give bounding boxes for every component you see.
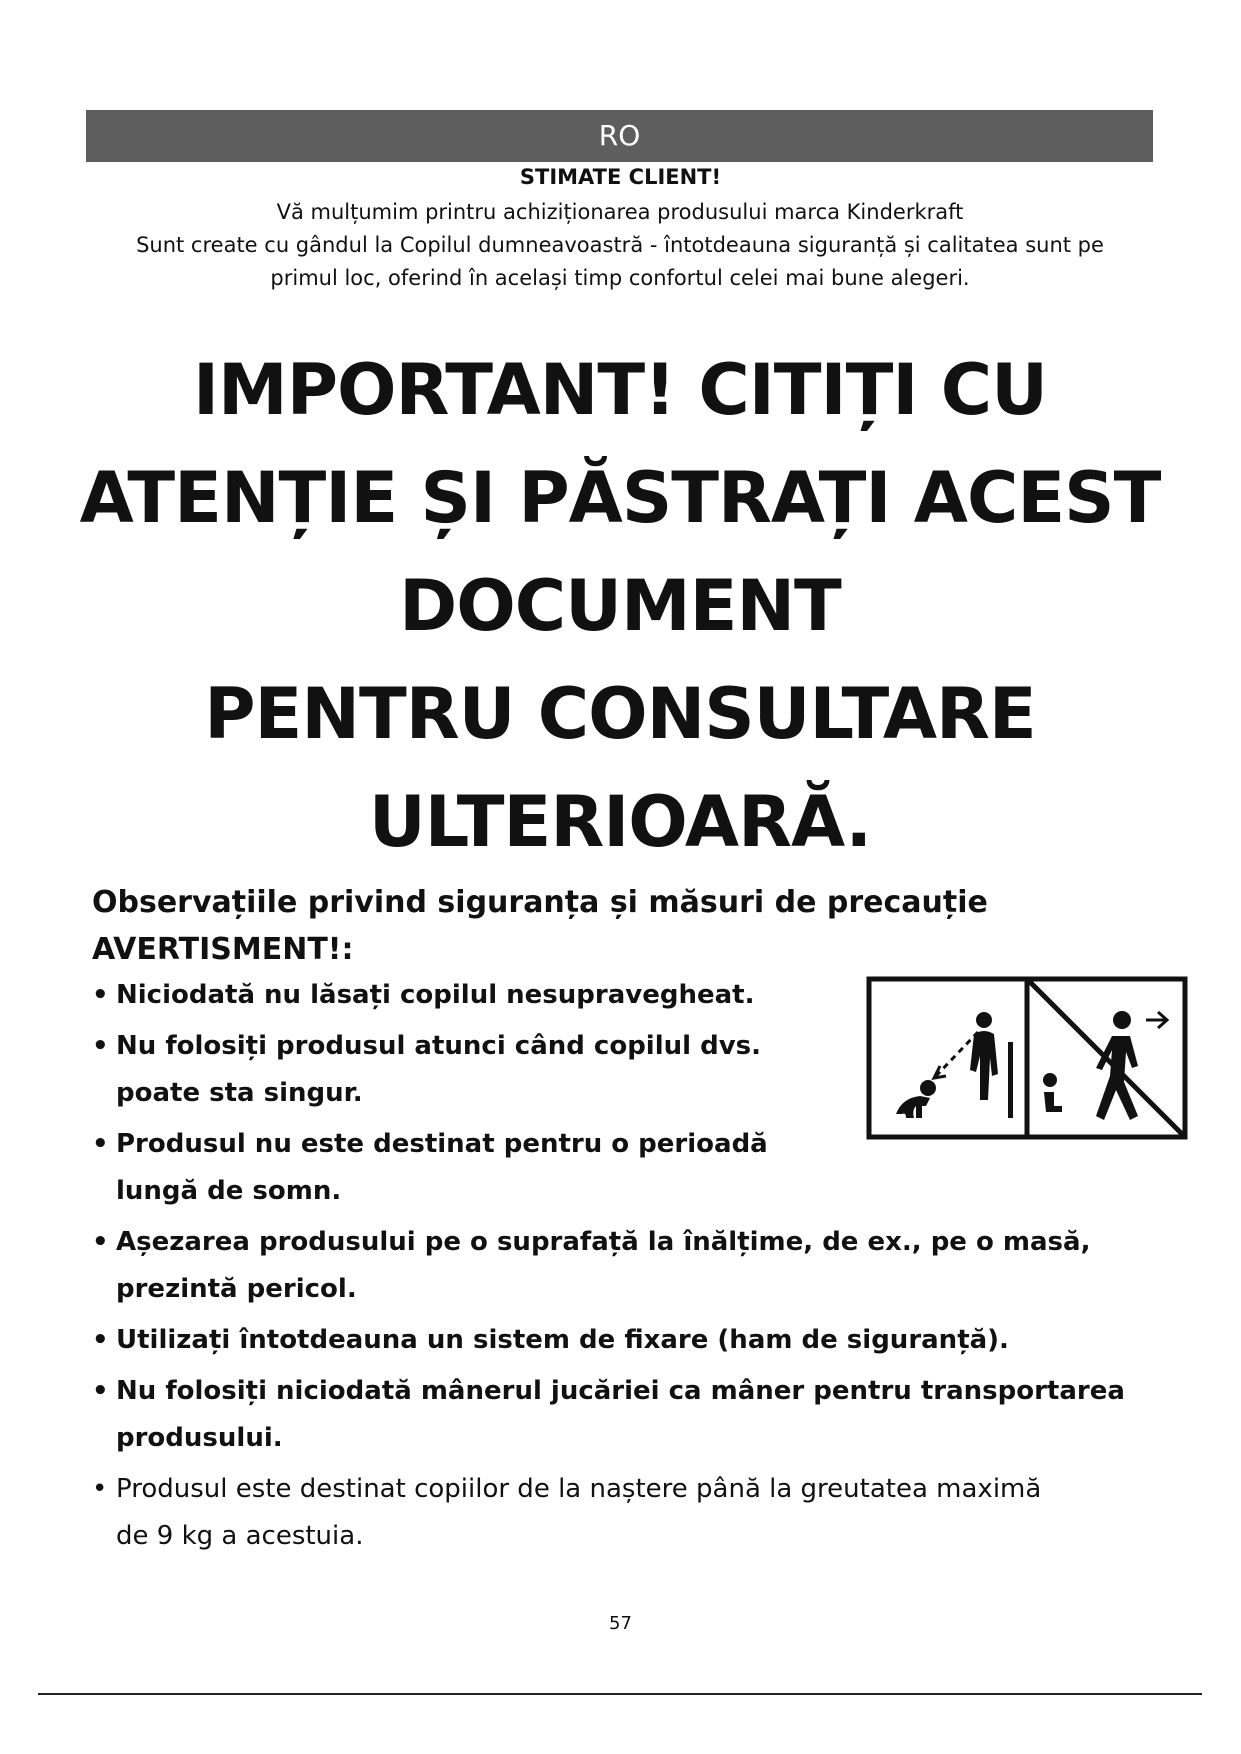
safety-item-text: Niciodată nu lăsați copilul nesupravegheat.: [116, 980, 755, 1010]
safety-item: [92, 1121, 816, 1215]
safety-item: [92, 1466, 1152, 1560]
intro-text: [100, 196, 1140, 295]
safety-item-text: Utilizați întotdeauna un sistem de fixare (ham de siguranță).: [116, 1325, 1009, 1355]
safety-section-title: Observațiile privind siguranța și măsuri de precauție: [92, 885, 988, 920]
headline-line: ATENȚIE ȘI PĂSTRAȚI ACEST: [79, 457, 1161, 539]
bullet-icon: •: [92, 1376, 109, 1406]
safety-item: [92, 1023, 816, 1117]
greeting-title: STIMATE CLIENT!: [519, 165, 722, 189]
safety-item-text: poate sta singur.: [116, 1078, 363, 1108]
safety-item-text: de 9 kg a acestuia.: [116, 1521, 364, 1551]
intro-line: Sunt create cu gândul la Copilul dumneavoastră - întotdeauna siguranță și calitatea sunt pe: [136, 233, 1104, 257]
intro-line: primul loc, oferind în același timp confortul celei mai bune alegeri.: [270, 266, 970, 290]
language-header-bar: [86, 110, 1153, 162]
bullet-icon: •: [92, 1325, 109, 1355]
footer-divider: [38, 1693, 1202, 1695]
safety-item-text: Produsul este destinat copiilor de la naștere până la greutatea maximă: [116, 1474, 1042, 1504]
bullet-icon: •: [92, 980, 109, 1010]
safety-item-text: produsului.: [116, 1423, 283, 1453]
safety-item: [92, 1317, 1152, 1364]
important-headline: [60, 336, 1180, 876]
safety-item-text: Așezarea produsului pe o suprafață la înălțime, de ex., pe o masă,: [116, 1227, 1091, 1257]
headline-line: DOCUMENT: [399, 565, 841, 647]
safety-item-text: prezintă pericol.: [116, 1274, 357, 1304]
bullet-icon: •: [92, 1031, 109, 1061]
warning-label: AVERTISMENT!:: [92, 932, 354, 967]
intro-line: Vă mulțumim printru achiziționarea produsului marca Kinderkraft: [276, 200, 964, 224]
headline-line: PENTRU CONSULTARE: [204, 673, 1036, 755]
bullet-icon: •: [92, 1474, 108, 1504]
bullet-icon: •: [92, 1227, 109, 1257]
safety-item: [92, 1219, 1152, 1313]
headline-line: IMPORTANT! CITIȚI CU: [193, 349, 1047, 431]
safety-item-text: Nu folosiți produsul atunci când copilul dvs.: [116, 1031, 762, 1061]
safety-item-text: lungă de somn.: [116, 1176, 342, 1206]
page-number: 57: [609, 1613, 632, 1634]
headline-line: ULTERIOARĂ.: [368, 781, 872, 863]
language-code: RO: [598, 119, 641, 152]
do-not-leave-child-unattended-icon: [866, 976, 1188, 1140]
bullet-icon: •: [92, 1129, 109, 1159]
safety-item-text: Nu folosiți niciodată mânerul jucăriei ca mâner pentru transportarea: [116, 1376, 1125, 1406]
safety-item-text: Produsul nu este destinat pentru o perioadă: [116, 1129, 768, 1159]
safety-item: [92, 1368, 1152, 1462]
